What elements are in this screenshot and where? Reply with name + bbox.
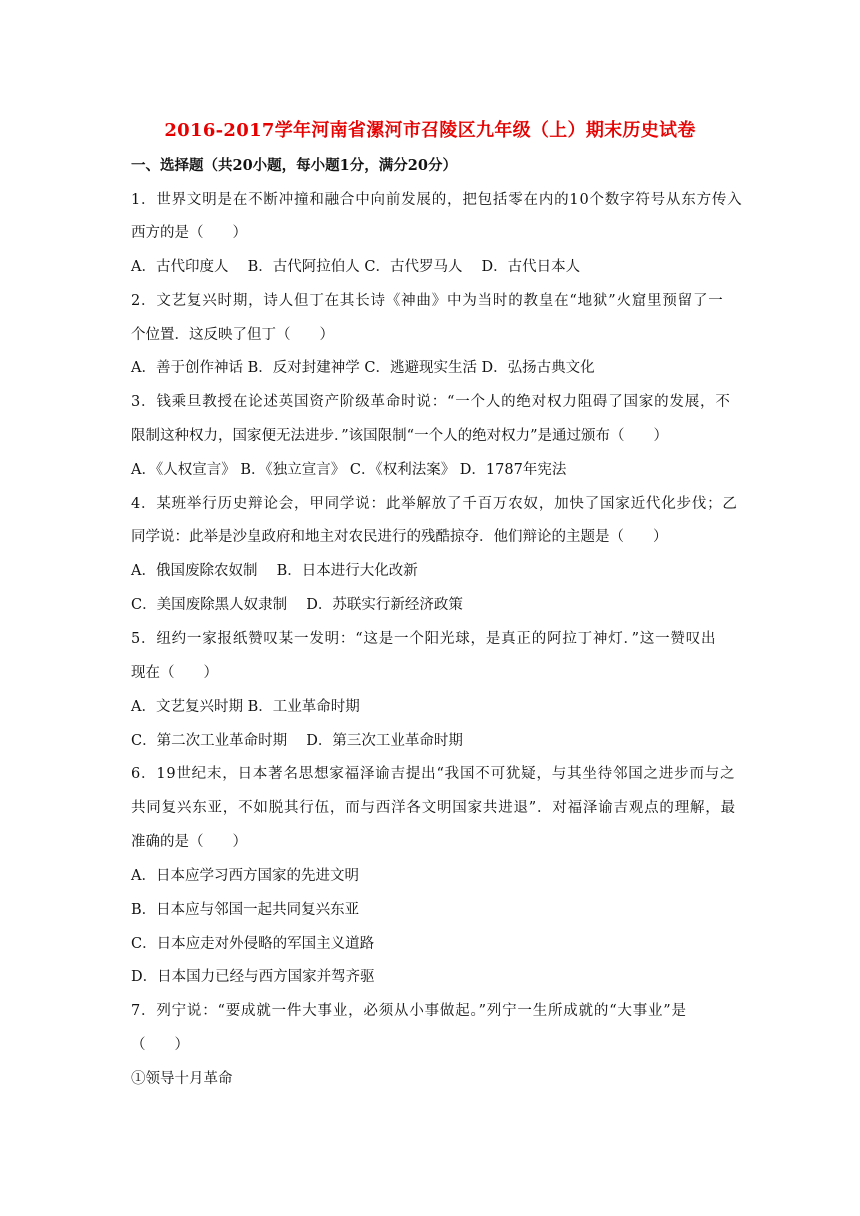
question-6-option-a: A．日本应学习西方国家的先进文明 xyxy=(131,868,359,884)
question-4-options-row-2: C．美国废除黑人奴隶制 D．苏联实行新经济政策 xyxy=(131,597,463,613)
question-5-options-row-1: A．文艺复兴时期 B．工业革命时期 xyxy=(131,699,360,715)
question-5-options-row-2: C．第二次工业革命时期 D．第三次工业革命时期 xyxy=(131,733,463,749)
question-3-options: A．《人权宣言》 B．《独立宣言》 C．《权利法案》 D．1787年宪法 xyxy=(131,462,567,478)
question-6-option-b: B．日本应与邻国一起共同复兴东亚 xyxy=(131,902,360,918)
question-2-options: A．善于创作神话 B．反对封建神学 C．逃避现实生活 D．弘扬古典文化 xyxy=(131,360,595,376)
question-2-line-2: 个位置．这反映了但丁（ ） xyxy=(131,327,334,343)
question-1-options: A．古代印度人 B．古代阿拉伯人 C．古代罗马人 D．古代日本人 xyxy=(131,259,581,275)
question-6-line-3: 准确的是（ ） xyxy=(131,834,247,850)
question-6-line-2: 共同复兴东亚，不如脱其行伍，而与西洋各文明国家共进退”．对福泽谕吉观点的理解，最 xyxy=(131,800,736,816)
question-3-line-1: 3．钱乘旦教授在论述英国资产阶级革命时说：“一个人的绝对权力阻碍了国家的发展，不 xyxy=(131,394,731,410)
question-7-line-1: 7．列宁说：“要成就一件大事业，必须从小事做起。”列宁一生所成就的“大事业”是 xyxy=(131,1003,687,1019)
question-1-line-2: 西方的是（ ） xyxy=(131,225,247,241)
question-3-line-2: 限制这种权力，国家便无法进步．”该国限制“一个人的绝对权力”是通过颁布（ ） xyxy=(131,428,668,444)
question-6-option-d: D．日本国力已经与西方国家并驾齐驱 xyxy=(131,969,375,985)
exam-title: 2016-2017学年河南省漯河市召陵区九年级（上）期末历史试卷 xyxy=(164,120,696,141)
question-2-line-1: 2．文艺复兴时期，诗人但丁在其长诗《神曲》中为当时的教皇在“地狱”火窟里预留了一 xyxy=(131,293,724,309)
section-heading: 一、选择题（共20小题，每小题1分，满分20分） xyxy=(131,157,457,174)
question-6-option-c: C．日本应走对外侵略的军国主义道路 xyxy=(131,936,375,952)
question-4-line-2: 同学说：此举是沙皇政府和地主对农民进行的残酷掠夺．他们辩论的主题是（ ） xyxy=(131,529,668,545)
question-4-line-1: 4．某班举行历史辩论会，甲同学说：此举解放了千百万农奴，加快了国家近代化步伐；乙 xyxy=(131,496,738,512)
question-7-line-2: （ ） xyxy=(131,1037,189,1053)
question-5-line-2: 现在（ ） xyxy=(131,665,218,681)
question-4-options-row-1: A．俄国废除农奴制 B．日本进行大化改新 xyxy=(131,563,418,579)
question-6-line-1: 6．19世纪末，日本著名思想家福泽谕吉提出“我国不可犹疑，与其坐待邻国之进步而与之 xyxy=(131,766,736,782)
question-1-line-1: 1．世界文明是在不断冲撞和融合中向前发展的，把包括零在内的10个数字符号从东方传入 xyxy=(131,192,743,208)
question-7-item-1: ①领导十月革命 xyxy=(131,1071,233,1087)
question-5-line-1: 5．纽约一家报纸赞叹某一发明：“这是一个阳光球，是真正的阿拉丁神灯．”这一赞叹出 xyxy=(131,631,717,647)
